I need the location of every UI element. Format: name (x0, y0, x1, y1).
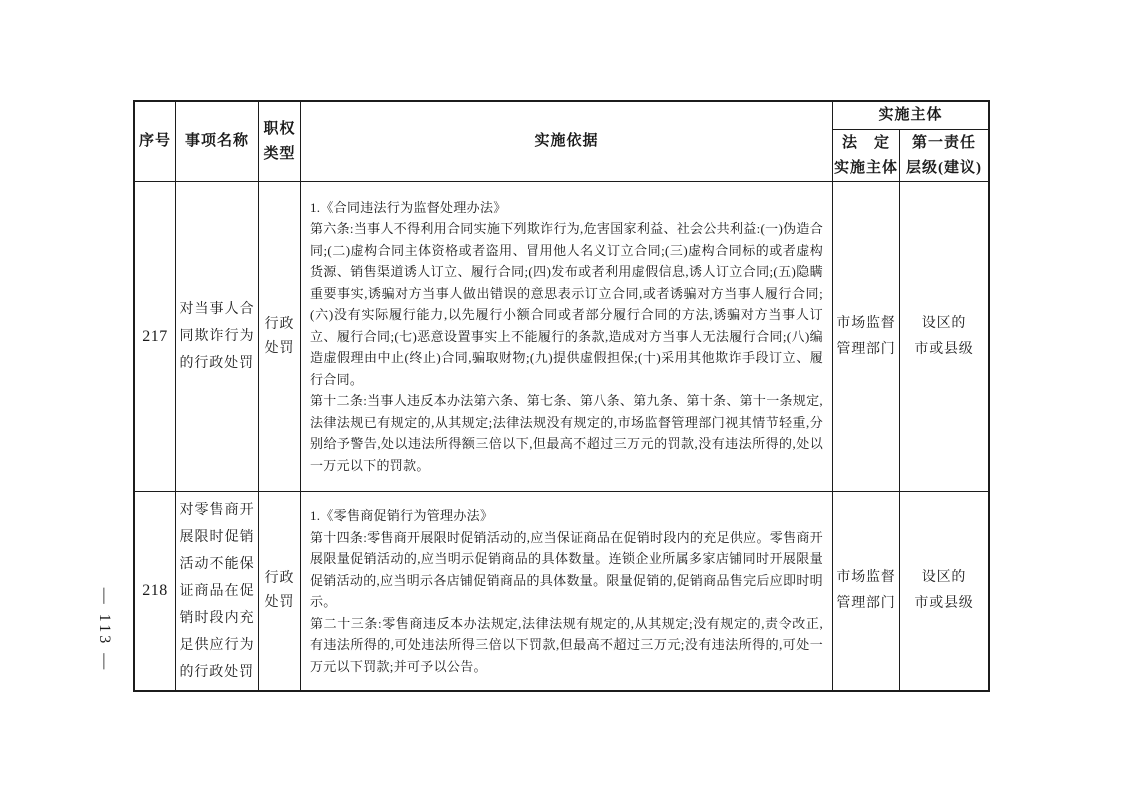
row-217-responsibility-level (900, 182, 988, 492)
header-power-type-line2: 类型 (263, 145, 296, 162)
row-218-seq-number: 218 (142, 582, 168, 599)
row-218-basis-article-14: 第十四条:零售商开展限时促销活动的,应当保证商品在促销时段内的充足供应。零售商开展限量促销活动的,应当明示促销商品的具体数量。连锁企业所属多家店铺同时开展限量促销活动的,应当明示各店铺促销商品的具体数量。限量促销的,促销商品售完后应即时明示。 (310, 529, 823, 609)
row-217-item-name-text: 对当事人合同欺诈行为的行政处罚 (179, 302, 255, 371)
header-power-type (259, 102, 301, 182)
row-218-legal-subject-line1: 市场监督 (836, 570, 896, 585)
row-217-basis-title: 1.《合同违法行为监督处理办法》 (310, 199, 507, 215)
header-legal-subject (833, 130, 900, 182)
row-218-legal-subject-line2: 管理部门 (836, 596, 896, 611)
row-218-responsibility-line2: 市或县级 (914, 596, 974, 611)
header-legal-subject-line1: 法 定 (841, 134, 890, 151)
row-217-legal-subject (833, 182, 900, 492)
header-basis: 实施依据 (301, 102, 833, 182)
row-218-power-type-line2: 处罚 (264, 595, 295, 610)
header-item-name: 事项名称 (176, 102, 259, 182)
row-218-power-type-line1: 行政 (264, 571, 295, 586)
row-218-responsibility-level (900, 492, 988, 690)
row-217-basis (301, 182, 833, 492)
penalty-items-table (133, 100, 990, 692)
row-217-power-type-line1: 行政 (264, 316, 295, 332)
row-217-seq-number: 217 (142, 327, 168, 345)
header-responsibility-line1: 第一责任 (911, 134, 976, 151)
header-responsibility-level (900, 130, 988, 182)
header-power-type-line1: 职权 (263, 120, 296, 137)
row-218-basis-title: 1.《零售商促销行为管理办法》 (310, 508, 494, 523)
header-seq: 序号 (135, 102, 176, 182)
row-217-seq (135, 182, 176, 492)
row-218-legal-subject (833, 492, 900, 690)
row-217-power-type-line2: 处罚 (264, 340, 295, 356)
row-217-responsibility-line1: 设区的 (921, 315, 967, 331)
row-218-basis (301, 492, 833, 690)
row-218-power-type (259, 492, 301, 690)
row-217-responsibility-line2: 市或县级 (914, 341, 974, 357)
row-217-basis-article-12: 第十二条:当事人违反本办法第六条、第七条、第八条、第九条、第十条、第十一条规定,法律法规已有规定的,从其规定;法律法规没有规定的,市场监督管理部门视其情节轻重,分别给予警告,处以违法所得额三倍以下,但最高不超过三万元的罚款,没有违法所得的,处以一万元以下的罚款。 (310, 393, 823, 473)
row-217-basis-article-6: 第六条:当事人不得利用合同实施下列欺诈行为,危害国家利益、社会公共利益:(一)伪造合同;(二)虚构合同主体资格或者盗用、冒用他人名义订立合同;(三)虚构合同标的或者虚构货源、销售渠道诱人订立、履行合同;(四)发布或者利用虚假信息,诱人订立合同;(五)隐瞒重要事实,诱骗对方当事人做出错误的意思表示订立合同,或者诱骗对方当事人履行合同;(六)没有实际履行能力,以先履行小额合同或者部分履行合同的方法,诱骗对方当事人订立、履行合同;(七)恶意设置事实上不能履行的条款,造成对方当事人无法履行合同;(八)编造虚假理由中止(终止)合同,骗取财物;(九)提供虚假担保;(十)采用其他欺诈手段订立、履行合同。 (310, 221, 823, 387)
row-218-item-name (176, 492, 259, 690)
row-218-seq (135, 492, 176, 690)
header-responsibility-line2: 层级(建议) (906, 159, 982, 176)
row-218-responsibility-line1: 设区的 (921, 570, 967, 585)
row-218-basis-article-23: 第二十三条:零售商违反本办法规定,法律法规有规定的,从其规定;没有规定的,责令改正,有违法所得的,可处违法所得三倍以下罚款,但最高不超过三万元;没有违法所得的,可处一万元以下罚款;并可予以公告。 (310, 615, 823, 674)
row-217-legal-subject-line2: 管理部门 (836, 341, 896, 357)
row-218-item-name-text: 对零售商开展限时促销活动不能保证商品在促销时段内充足供应行为的行政处罚 (179, 502, 255, 680)
row-217-legal-subject-line1: 市场监督 (836, 315, 896, 331)
header-legal-subject-line2: 实施主体 (833, 159, 898, 176)
row-217-item-name (176, 182, 259, 492)
row-217-power-type (259, 182, 301, 492)
header-subject-group: 实施主体 (833, 102, 988, 130)
side-page-number: — 113 — (96, 587, 113, 673)
